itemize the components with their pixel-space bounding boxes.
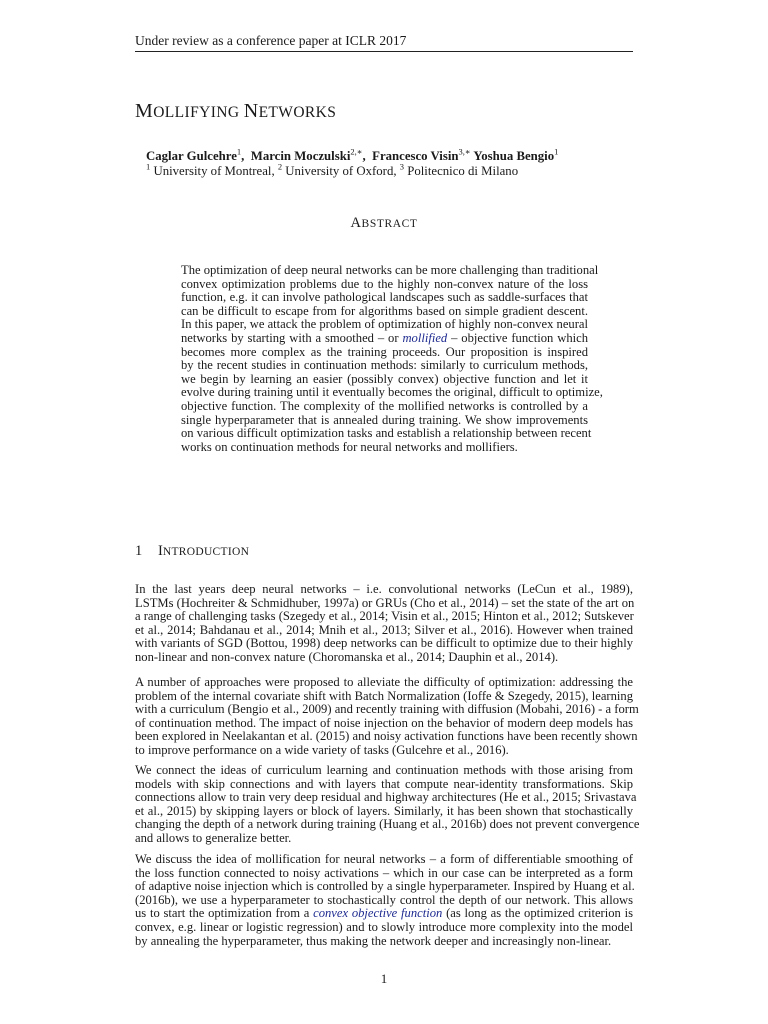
intro-paragraph — [135, 675, 639, 758]
intro-paragraph — [135, 763, 640, 846]
body-line: been explored in Neelakantan et al. (2015) and noisy activation functions have been recently shown — [135, 729, 638, 744]
text-run: networks by starting with a smoothed – or — [181, 330, 403, 345]
emphasis-mollified: mollified — [402, 330, 448, 345]
abstract-line: can be difficult to escape from for algorithms based on simple gradient descent. — [181, 303, 588, 318]
author-affiliation-mark: 2,∗ — [350, 146, 363, 157]
header-rule — [135, 51, 633, 52]
abstract-line: single hyperparameter that is annealed during training. We show improvements — [181, 412, 588, 427]
title-letter: N — [243, 100, 259, 122]
body-line: and allows to generalize better. — [135, 830, 292, 845]
author-list: Caglar Gulcehre$^1$, Marcin Moczulski$^{2,∗}$, Francesco Visin$^{3,∗}$ Yoshua Bengio$^1$ — [146, 146, 559, 163]
body-line: of continuation method. The impact of noise injection on the behavior of modern deep models has — [135, 715, 633, 730]
abstract-line: In this paper, we attack the problem of optimization of highly non-convex neural — [181, 317, 588, 332]
body-line: LSTMs (Hochreiter & Schmidhuber, 1997a) or GRUs (Cho et al., 2014) – set the state of the art on — [135, 595, 635, 610]
body-line: non-linear and non-convex nature (Choromanska et al., 2014; Dauphin et al., 2014). — [135, 649, 559, 664]
abstract-line: we begin by learning an easier (possibly convex) objective function and let it — [181, 371, 588, 386]
abstract-line: by the recent studies in continuation methods: similarly to curriculum methods, — [181, 358, 588, 373]
author-name: Francesco Visin — [372, 149, 459, 163]
paper-title — [135, 100, 336, 123]
body-line: A number of approaches were proposed to alleviate the difficulty of optimization: addressing the — [135, 675, 633, 689]
author-affiliation-mark: 3,∗ — [458, 146, 471, 157]
author-name: Yoshua Bengio — [473, 149, 555, 163]
heading-letter: A — [350, 215, 362, 231]
body-line: a range of challenging tasks (Szegedy et al., 2014; Visin et al., 2015; Hinton et al., 2012; Sutskever — [135, 609, 634, 624]
section-heading-introduction — [135, 543, 249, 560]
heading-letter: I — [158, 543, 163, 559]
section-number: 1 — [135, 543, 143, 559]
heading-rest: NTRODUCTION — [162, 546, 250, 558]
body-line: changing the depth of a network during training (Huang et al., 2016b) does not prevent convergence — [135, 817, 640, 832]
body-line: problem of the internal covariate shift with Batch Normalization (Ioffe & Szegedy, 2015), learning — [135, 688, 633, 703]
author-name: Caglar Gulcehre — [146, 149, 237, 163]
author-affiliation-mark: 1 — [236, 146, 242, 157]
affiliation-mark: 1 — [146, 161, 151, 172]
body-line: et al., 2014; Bahdanau et al., 2014; Mnih et al., 2013; Silver et al., 2016). However when trained — [135, 622, 633, 637]
author-affiliation-mark: 1 — [554, 146, 559, 157]
body-line: We connect the ideas of curriculum learning and continuation methods with those arising from — [135, 763, 633, 777]
affiliation-mark: 3 — [399, 161, 404, 172]
affiliation: University of Oxford, — [285, 164, 400, 178]
body-line: of adaptive noise injection which is controlled by a single hyperparameter. Inspired by Huang et al. — [135, 879, 635, 894]
affiliation: Politecnico di Milano — [407, 164, 519, 178]
running-header: Under review as a conference paper at ICLR 2017 — [135, 33, 407, 48]
body-line: et al., 2015) by skipping layers or block of layers. Similarly, it has been shown that stochastically — [135, 803, 633, 818]
abstract-line: on various difficult optimization tasks and establish a relationship between recent — [181, 426, 592, 441]
abstract-line: becomes more complex as the training proceeds. Our proposition is inspired — [181, 344, 588, 359]
body-line: to improve performance on a wide variety of tasks (Gulcehre et al., 2016). — [135, 742, 509, 757]
title-part: OLLIFYING — [153, 104, 244, 121]
abstract-line: objective function. The complexity of the mollified networks is controlled by a — [181, 398, 588, 413]
author-name: Marcin Moczulski — [250, 149, 351, 163]
body-line: convex, e.g. linear or logistic regression) and to slowly introduce more complexity into the model — [135, 919, 633, 934]
body-line: connections allow to train very deep residual and highway architectures (He et al., 2015; Srivastava — [135, 790, 637, 805]
affiliation: University of Montreal, — [153, 164, 278, 178]
body-line — [135, 907, 633, 921]
body-line: by annealing the hyperparameter, thus making the network deeper and increasingly non-linear. — [135, 933, 612, 948]
body-line: the loss function connected to noisy activations – which in our case can be interpreted as a form — [135, 865, 633, 880]
text-run: us to start the optimization from a — [135, 906, 314, 921]
abstract-line: convex optimization problems due to the highly non-convex nature of the loss — [181, 276, 588, 291]
body-line: In the last years deep neural networks – i.e. convolutional networks (LeCun et al., 1989), — [135, 582, 633, 596]
abstract-line: function, e.g. it can involve pathological landscapes such as saddle-surfaces that — [181, 290, 588, 305]
page-number: 1 — [380, 971, 388, 986]
intro-paragraph — [135, 583, 633, 665]
abstract-line: The optimization of deep neural networks can be more challenging than traditional — [181, 263, 599, 277]
abstract-body — [181, 263, 603, 454]
abstract-line — [181, 332, 588, 346]
text-run: (as long as the optimized criterion is — [442, 906, 633, 921]
text-run: – objective function which — [447, 330, 588, 345]
body-line: with variants of SGD (Bottou, 1998) deep networks can be difficult to optimize due to their highly — [135, 636, 633, 651]
title-part: ETWORKS — [258, 104, 337, 121]
body-line: We discuss the idea of mollification for neural networks – a form of differentiable smoothing of — [135, 852, 633, 866]
abstract-line: evolve during training until it eventually becomes the original, difficult to optimize, — [181, 385, 603, 400]
heading-rest: BSTRACT — [361, 218, 418, 230]
abstract-heading — [0, 215, 768, 232]
affiliation-mark: 2 — [277, 161, 283, 172]
body-line: models with skip connections and with layers that compute near-identity transformations. Skip — [135, 776, 633, 791]
body-line: (2016b), we use a hyperparameter to stochastically control the depth of our network. This allows — [135, 892, 633, 907]
intro-paragraph — [135, 853, 633, 948]
abstract-line: works on continuation methods for neural networks and mollifiers. — [181, 439, 518, 454]
affiliations — [146, 161, 519, 179]
body-line: with a curriculum (Bengio et al., 2009) and recently training with diffusion (Mobahi, 2016) - a form — [135, 702, 639, 717]
title-letter: M — [135, 100, 154, 122]
emphasis-convex-objective: convex objective function — [313, 906, 443, 921]
